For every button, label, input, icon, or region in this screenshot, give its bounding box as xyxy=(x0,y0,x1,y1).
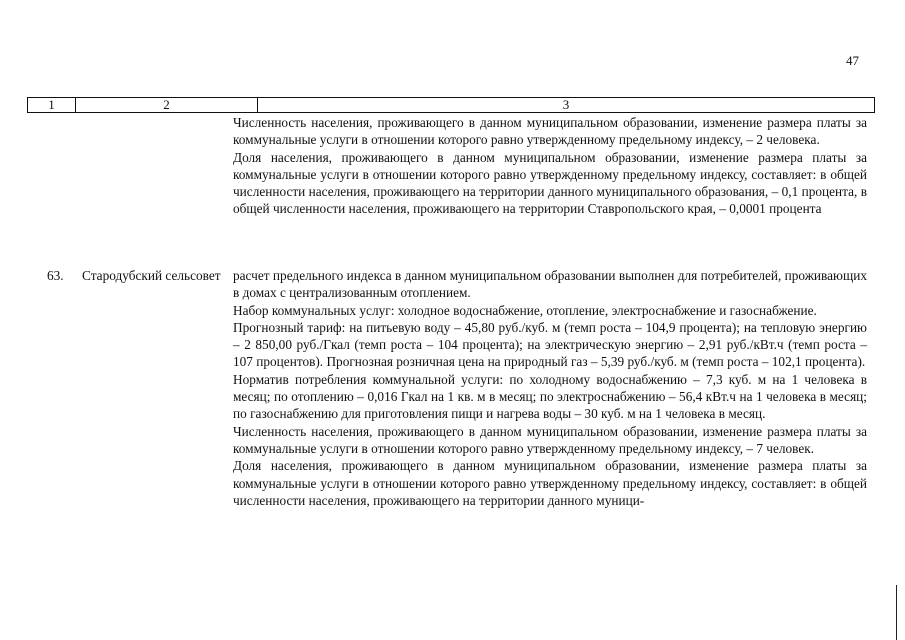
continuation-text xyxy=(233,114,867,218)
table-header-row xyxy=(27,97,875,113)
header-cell-1: 1 xyxy=(28,98,76,112)
row-number: 63. xyxy=(47,268,64,283)
paragraph: Норматив потребления коммунальной услуги: по холодному водоснабжению – 7,3 куб. м на 1 человека в месяц; по отоплению – 0,016 Гкал на 1 кв. м в месяц; по электроснабжению – 56,4 кВт.ч на 1 человека в месяц; по газоснабжению для приготовления пищи и нагрева воды – 30 куб. м на 1 человека в месяц. xyxy=(233,371,867,422)
header-cell-2: 2 xyxy=(76,98,258,112)
page-number: 47 xyxy=(846,53,859,68)
scan-edge-line xyxy=(896,585,897,640)
paragraph: Набор коммунальных услуг: холодное водоснабжение, отопление, электроснабжение и газоснабжение. xyxy=(233,302,817,318)
paragraph: Численность населения, проживающего в данном муниципальном образовании, изменение размера платы за коммунальные услуги в отношении которого равно утвержденному предельному индексу, – 7 человек. xyxy=(233,423,867,456)
paragraph: Доля населения, проживающего в данном муниципальном образовании, изменение размера платы за коммунальные услуги в отношении которого равно утвержденному предельному индексу, составляет: в общей численности населения, проживающего на территории данного муници- xyxy=(233,458,867,508)
paragraph: расчет предельного индекса в данном муниципальном образовании выполнен для потребителей, проживающих в домах с централизованным отоплением. xyxy=(233,268,867,301)
row-description xyxy=(233,267,867,509)
paragraph: Численность населения, проживающего в данном муниципальном образовании, изменение размера платы за коммунальные услуги в отношении которого равно утвержденному предельному индексу, – 2 человека. xyxy=(233,115,867,148)
municipality-name: Стародубский сельсовет xyxy=(82,268,221,283)
header-cell-3: 3 xyxy=(562,97,570,112)
paragraph: Доля населения, проживающего в данном муниципальном образовании, изменение размера платы за коммунальные услуги в отношении которого равно утвержденному предельному индексу, составляет: в общей численности населения, проживающего на территории данного муниципального образования, – 0,1 процента, в общей численности населения, проживающего на территории Ставропольского края, – 0,0001 процента xyxy=(233,149,867,217)
paragraph: Прогнозный тариф: на питьевую воду – 45,80 руб./куб. м (темп роста – 104,9 процента); на тепловую энергию – 2 850,00 руб./Гкал (темп роста – 104 процента); на электрическую энергию – 2,91 руб./кВт.ч (темп роста – 107 процентов). Прогнозная розничная цена на природный газ – 5,39 руб./куб. м (темп роста – 102,1 процента). xyxy=(233,319,867,370)
